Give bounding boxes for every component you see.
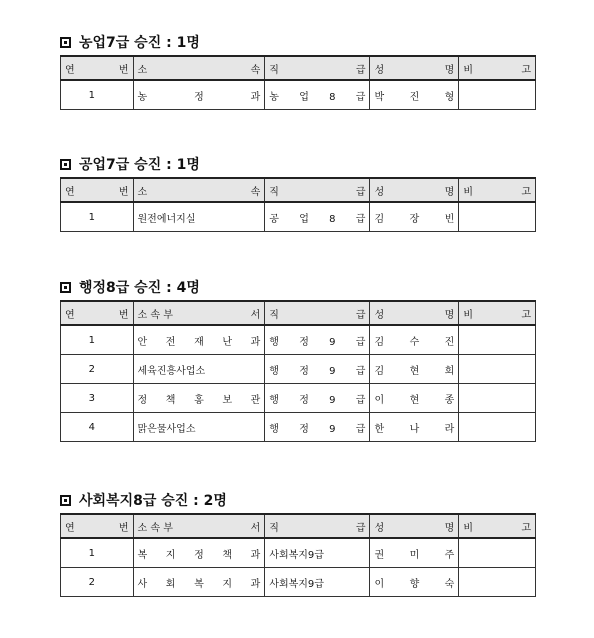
cell-dept: 복 지 정 책 과	[133, 538, 265, 568]
header-no: 연 번	[61, 178, 134, 202]
cell-note	[459, 202, 536, 232]
table-header-row	[61, 178, 536, 202]
cell-grade: 행 정 9 급	[265, 325, 370, 355]
table-row	[61, 568, 536, 597]
promotion-table	[60, 177, 536, 232]
table-header-row	[61, 514, 536, 538]
cell-no: 2	[61, 355, 134, 384]
cell-dept: 정 책 홍 보 관	[133, 384, 265, 413]
table-row	[61, 538, 536, 568]
cell-no: 1	[61, 80, 134, 110]
header-dept: 소 속	[133, 56, 265, 80]
table-row	[61, 384, 536, 413]
cell-dept: 사 회 복 지 과	[133, 568, 265, 597]
header-dept: 소 속 부 서	[133, 514, 265, 538]
cell-note	[459, 568, 536, 597]
cell-grade: 사회복지9급	[265, 538, 370, 568]
section-title: 행정8급 승진 : 4명	[60, 279, 536, 297]
header-note: 비 고	[459, 301, 536, 325]
header-no: 연 번	[61, 56, 134, 80]
cell-note	[459, 538, 536, 568]
cell-name: 한 나 라	[370, 413, 459, 442]
header-grade: 직 급	[265, 514, 370, 538]
cell-grade: 행 정 9 급	[265, 384, 370, 413]
cell-note	[459, 413, 536, 442]
header-grade: 직 급	[265, 56, 370, 80]
cell-dept: 맑은물사업소	[133, 413, 265, 442]
header-name: 성 명	[370, 178, 459, 202]
promotion-table	[60, 55, 536, 110]
section-title: 농업7급 승진 : 1명	[60, 34, 536, 52]
cell-dept: 세육진흥사업소	[133, 355, 265, 384]
cell-dept: 원전에너지실	[133, 202, 265, 232]
promotion-table	[60, 300, 536, 442]
cell-note	[459, 80, 536, 110]
cell-grade: 공 업 8 급	[265, 202, 370, 232]
cell-name: 김 현 희	[370, 355, 459, 384]
cell-grade: 농 업 8 급	[265, 80, 370, 110]
header-note: 비 고	[459, 178, 536, 202]
cell-grade: 행 정 9 급	[265, 413, 370, 442]
section-eng-7	[60, 156, 536, 232]
cell-name: 박 진 형	[370, 80, 459, 110]
cell-no: 1	[61, 202, 134, 232]
promotion-table	[60, 513, 536, 597]
header-grade: 직 급	[265, 301, 370, 325]
cell-dept: 안 전 재 난 과	[133, 325, 265, 355]
header-dept: 소 속 부 서	[133, 301, 265, 325]
table-row	[61, 355, 536, 384]
table-header-row	[61, 56, 536, 80]
header-name: 성 명	[370, 301, 459, 325]
square-bullet-icon	[60, 37, 71, 48]
cell-no: 2	[61, 568, 134, 597]
header-name: 성 명	[370, 514, 459, 538]
cell-no: 4	[61, 413, 134, 442]
square-bullet-icon	[60, 159, 71, 170]
table-row	[61, 202, 536, 232]
cell-name: 김 수 진	[370, 325, 459, 355]
section-agri-7	[60, 34, 536, 110]
cell-name: 권 미 주	[370, 538, 459, 568]
header-no: 연 번	[61, 514, 134, 538]
header-note: 비 고	[459, 514, 536, 538]
cell-grade: 사회복지9급	[265, 568, 370, 597]
cell-no: 1	[61, 325, 134, 355]
cell-name: 김 장 빈	[370, 202, 459, 232]
cell-name: 이 향 숙	[370, 568, 459, 597]
cell-note	[459, 325, 536, 355]
cell-name: 이 현 종	[370, 384, 459, 413]
section-admin-8	[60, 279, 536, 442]
cell-note	[459, 384, 536, 413]
section-title: 공업7급 승진 : 1명	[60, 156, 536, 174]
cell-no: 1	[61, 538, 134, 568]
table-row	[61, 80, 536, 110]
table-header-row	[61, 301, 536, 325]
cell-note	[459, 355, 536, 384]
header-dept: 소 속	[133, 178, 265, 202]
section-welfare-8	[60, 492, 536, 597]
cell-dept: 농 정 과	[133, 80, 265, 110]
table-row	[61, 413, 536, 442]
table-row	[61, 325, 536, 355]
square-bullet-icon	[60, 282, 71, 293]
cell-grade: 행 정 9 급	[265, 355, 370, 384]
header-name: 성 명	[370, 56, 459, 80]
cell-no: 3	[61, 384, 134, 413]
header-note: 비 고	[459, 56, 536, 80]
section-title: 사회복지8급 승진 : 2명	[60, 492, 536, 510]
header-grade: 직 급	[265, 178, 370, 202]
square-bullet-icon	[60, 495, 71, 506]
header-no: 연 번	[61, 301, 134, 325]
